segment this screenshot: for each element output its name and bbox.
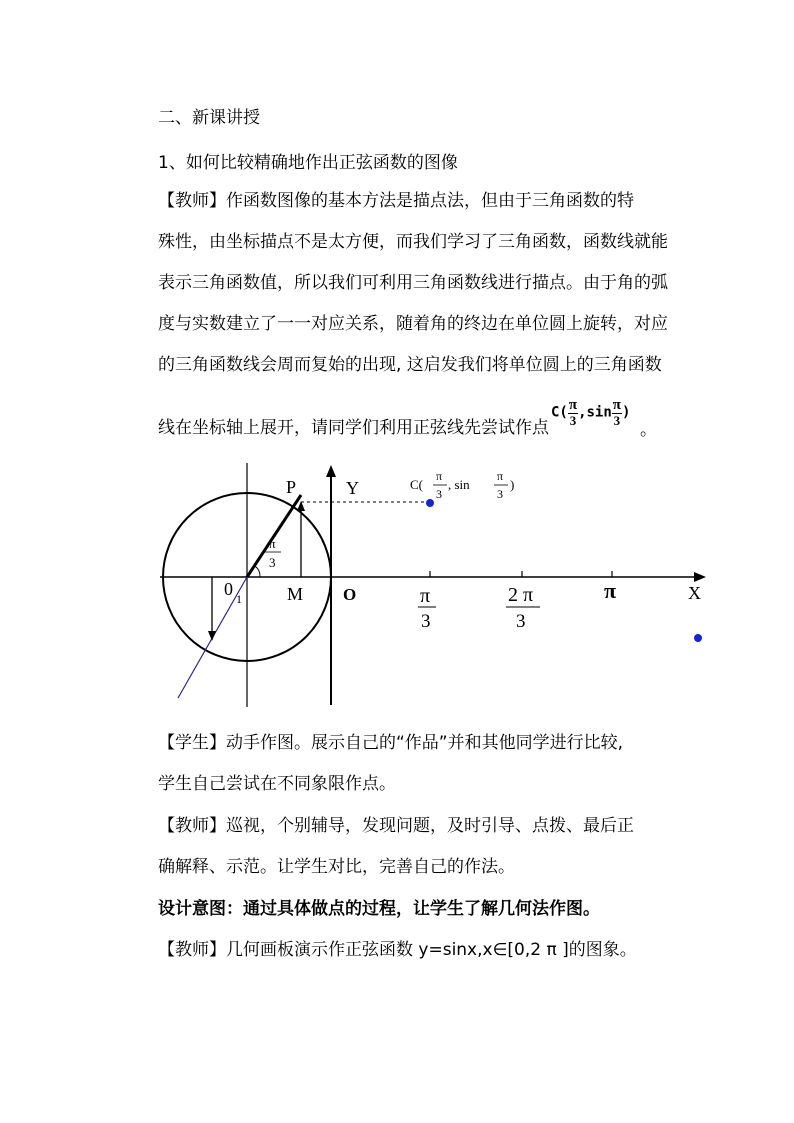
section-title: 二、新课讲授 — [158, 108, 260, 128]
point-c-sin: , sin — [448, 477, 470, 492]
point-c-open: C( — [410, 477, 423, 492]
para1-text6: 线在坐标轴上展开，请同学们利用正弦线先尝试作点 — [158, 418, 549, 438]
third-quadrant-arrow — [208, 631, 216, 641]
formula-den-2: 3 — [613, 413, 621, 428]
label-y: Y — [346, 478, 359, 498]
point-far-right — [694, 634, 702, 642]
para1-end: 。 — [640, 420, 657, 440]
paragraph-teacher-3 — [158, 940, 637, 960]
para2-line1 — [158, 733, 623, 753]
formula-frac-2 — [612, 398, 622, 427]
label-m: M — [287, 584, 304, 604]
inline-formula-point-c — [551, 398, 630, 427]
label-o1: 0 — [224, 579, 233, 599]
point-c — [426, 499, 434, 507]
point-c-den: 3 — [436, 487, 442, 501]
tick-label-pi-3-num: π — [420, 585, 431, 607]
formula-close: ) — [622, 404, 631, 421]
angle-pi: π — [269, 536, 276, 551]
para3-line1 — [158, 816, 634, 836]
point-c-pi-2: π — [497, 469, 504, 483]
point-c-den-2: 3 — [497, 487, 503, 501]
formula-den-1: 3 — [569, 413, 577, 428]
y-axis-arrow — [326, 465, 336, 477]
para1-line6 — [158, 418, 549, 438]
tick-label-pi: π — [604, 578, 617, 603]
para1-line3: 表示三角函数值，所以我们可利用三角函数线进行描点。由于角的弧 — [158, 273, 668, 293]
point-c-pi: π — [436, 469, 443, 483]
x-axis-arrow — [694, 572, 706, 582]
speaker-label: 【教师】 — [158, 940, 226, 960]
point-c-close: ) — [510, 477, 515, 492]
para1-line5: 的三角函数线会周而复始的出现, 这启发我们将单位圆上的三角函数 — [158, 355, 662, 375]
angle-den: 3 — [269, 555, 276, 570]
label-p: P — [286, 477, 297, 497]
para1-line2: 殊性，由坐标描点不是太方便，而我们学习了三角函数，函数线就能 — [158, 232, 668, 252]
para3-line2: 确解释、示范。让学生对比，完善自己的作法。 — [158, 857, 515, 877]
para1-line1 — [158, 191, 634, 211]
angle-arc — [255, 566, 260, 577]
speaker-label: 【教师】 — [158, 191, 226, 211]
tick-label-2pi-3-num: 2 π — [508, 584, 534, 606]
para1-text1: 作函数图像的基本方法是描点法，但由于三角函数的特 — [226, 191, 634, 211]
label-x: X — [688, 583, 701, 603]
formula-c-open: C( — [551, 404, 568, 421]
unit-circle-figure — [0, 455, 794, 715]
para3-text1: 巡视，个别辅导，发现问题，及时引导、点拨、最后正 — [226, 816, 634, 836]
para2-line2: 学生自己尝试在不同象限作点。 — [158, 774, 396, 794]
speaker-label: 【教师】 — [158, 816, 226, 836]
para2-text1: 动手作图。展示自己的“作品”并和其他同学进行比较, — [226, 733, 624, 753]
formula-sin: ,sin — [578, 404, 612, 421]
label-o: O — [343, 585, 357, 604]
formula-pi-2: π — [612, 397, 622, 413]
para4-text: 几何画板演示作正弦函数 y=sinx,x∈[0,2 π ]的图象。 — [226, 940, 637, 960]
design-intent: 设计意图：通过具体做点的过程，让学生了解几何法作图。 — [158, 899, 600, 919]
tick-label-2pi-3-den: 3 — [516, 611, 526, 632]
formula-frac-1 — [568, 398, 578, 427]
tick-label-pi-3-den: 3 — [421, 611, 431, 632]
para1-line4: 度与实数建立了一一对应关系，随着角的终边在单位圆上旋转，对应 — [158, 314, 668, 334]
subsection-title: 1、如何比较精确地作出正弦函数的图像 — [158, 153, 458, 173]
speaker-label: 【学生】 — [158, 733, 226, 753]
label-o1-sub: 1 — [236, 592, 242, 606]
formula-pi-1: π — [568, 397, 578, 413]
